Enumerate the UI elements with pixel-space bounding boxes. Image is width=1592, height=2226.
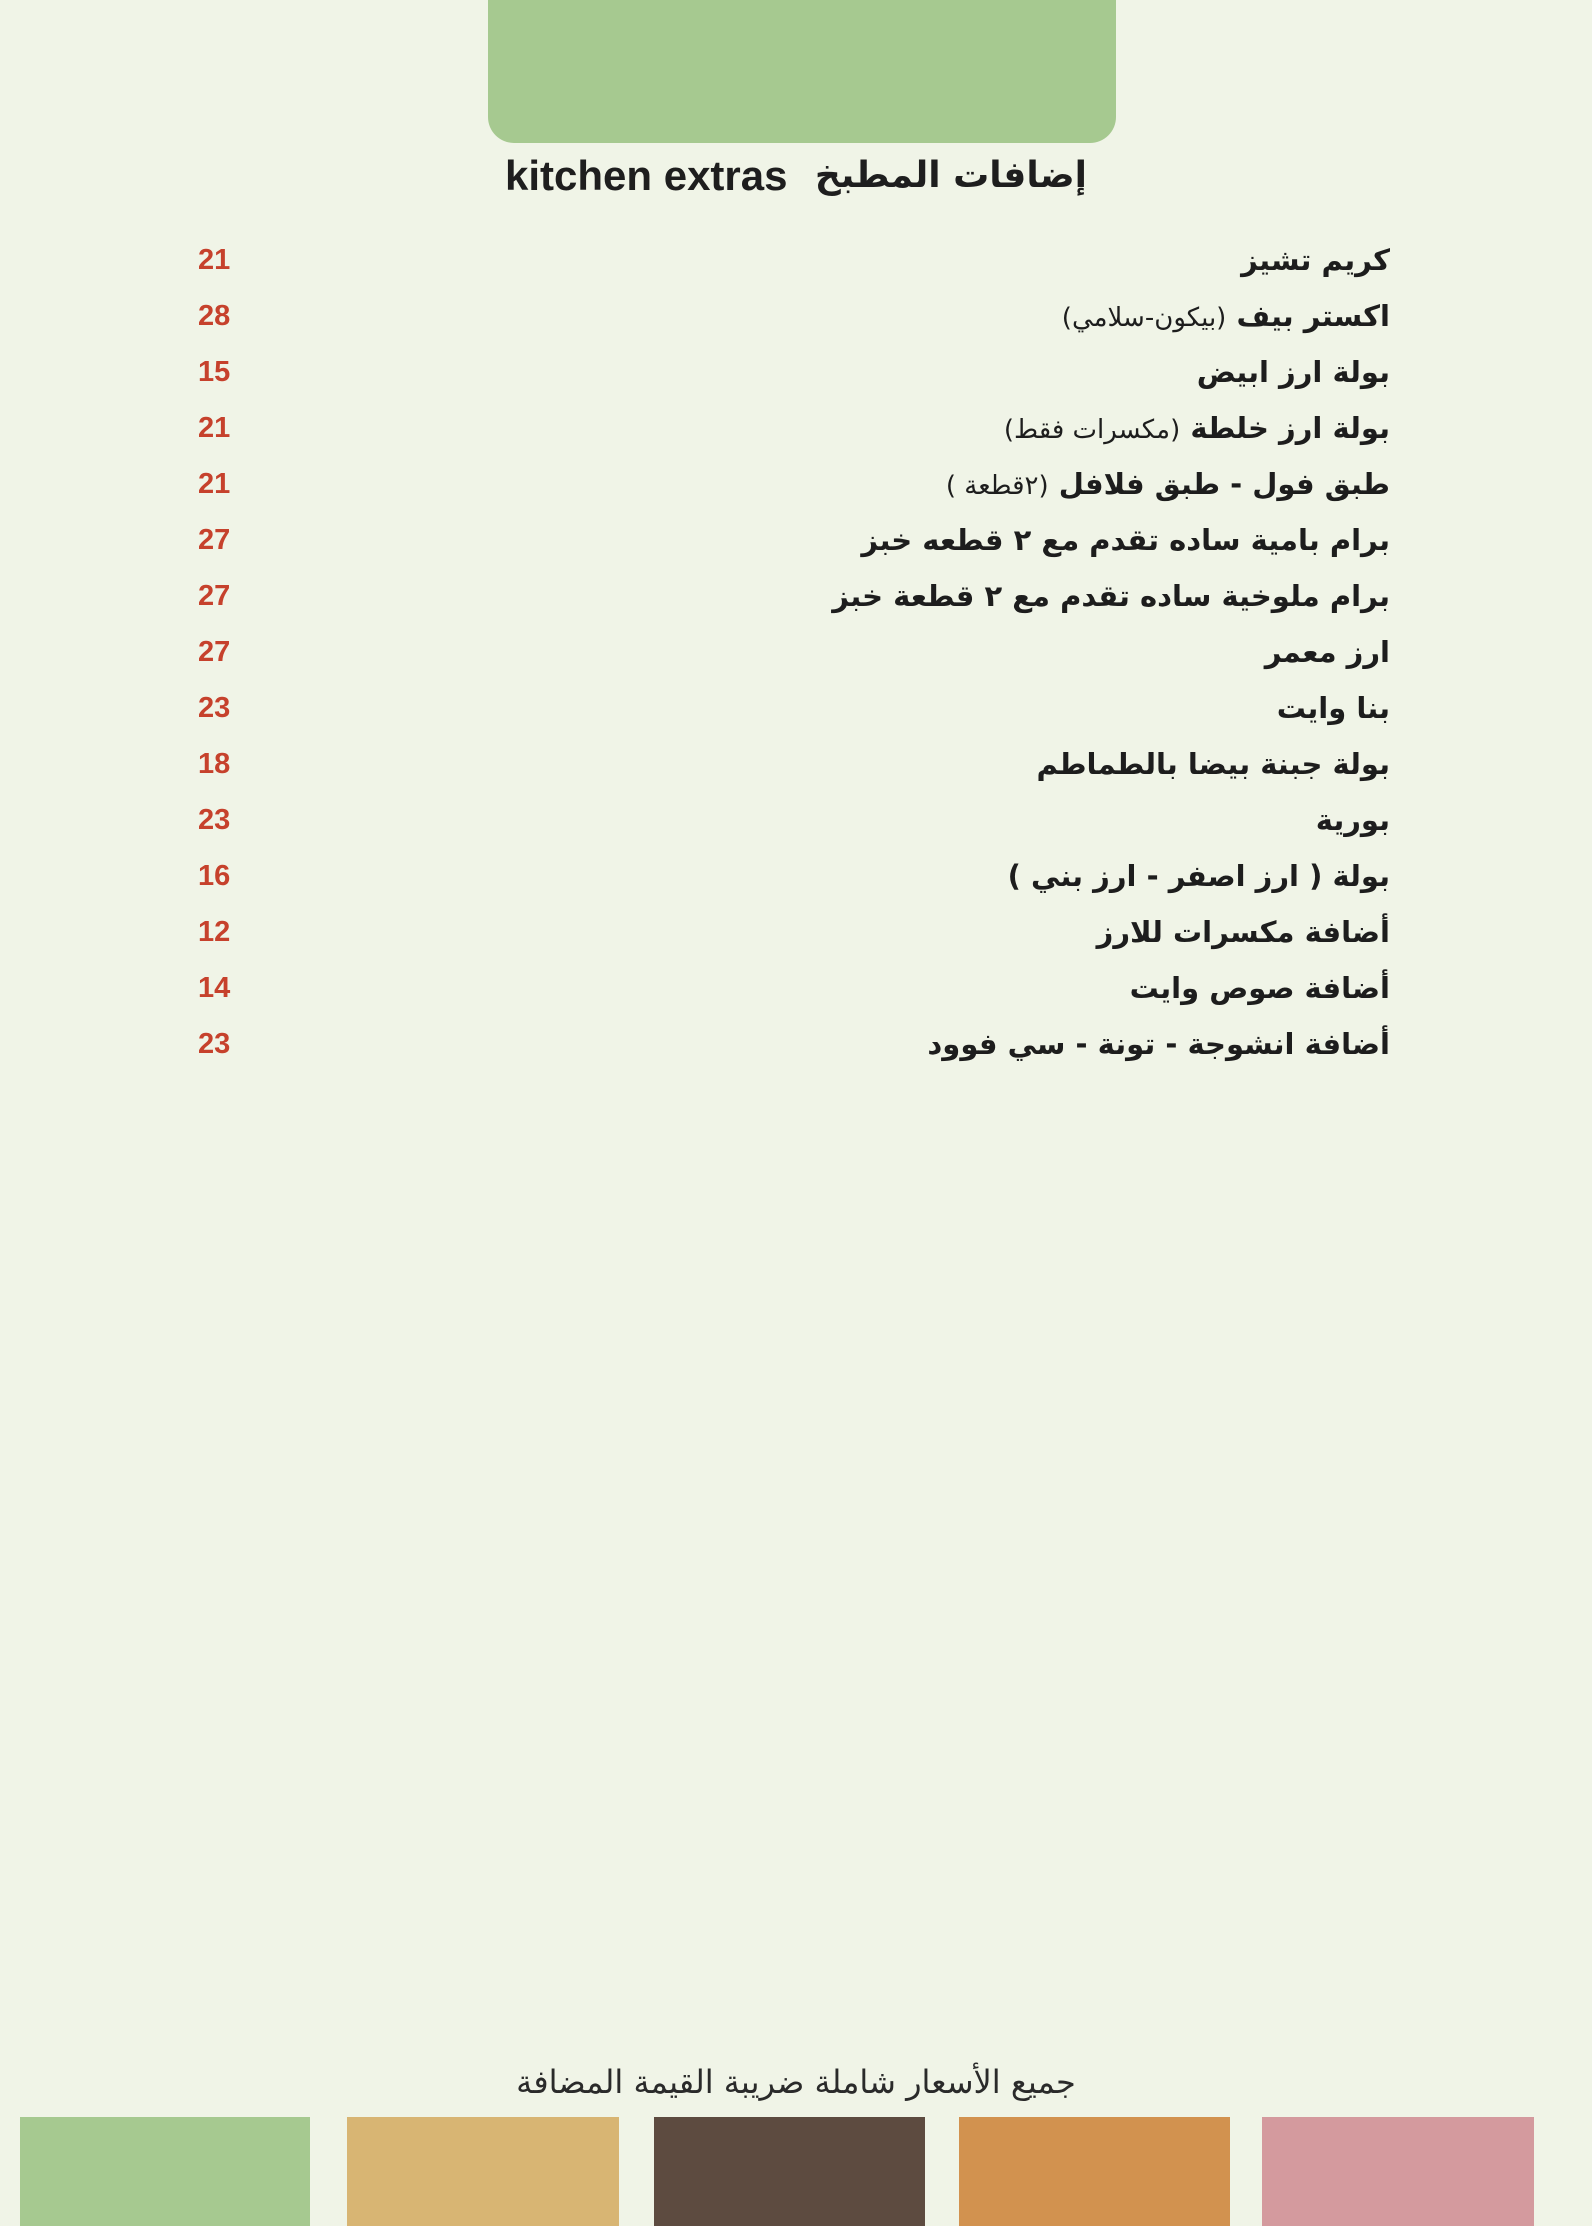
menu-list bbox=[180, 232, 1390, 1072]
menu-item-label: بولة ( ارز اصفر - ارز بني ) bbox=[1007, 859, 1390, 893]
menu-item-label: برام ملوخية ساده تقدم مع ٢ قطعة خبز bbox=[832, 579, 1390, 613]
menu-item-price: 27 bbox=[198, 524, 231, 556]
menu-item-label: كريم تشيز bbox=[1241, 243, 1390, 277]
color-swatch-tan bbox=[347, 2117, 619, 2226]
section-title-ar: إضافات المطبخ bbox=[814, 155, 1087, 196]
menu-item-name bbox=[832, 568, 1390, 624]
menu-item bbox=[180, 904, 1390, 960]
menu-item-name bbox=[1241, 232, 1390, 288]
section-title-en: kitchen extras bbox=[505, 152, 788, 199]
menu-item-name bbox=[946, 456, 1390, 512]
menu-item-name bbox=[927, 1016, 1390, 1072]
menu-item-label: بنا وايت bbox=[1276, 691, 1390, 725]
menu-item bbox=[180, 400, 1390, 456]
menu-item-note: (مكسرات فقط) bbox=[1003, 415, 1181, 445]
menu-item-note: (بيكون-سلامي) bbox=[1061, 303, 1227, 333]
menu-item bbox=[180, 344, 1390, 400]
menu-item bbox=[180, 624, 1390, 680]
menu-item-price: 21 bbox=[198, 412, 231, 444]
menu-item-name bbox=[1097, 904, 1390, 960]
menu-item-name bbox=[1197, 344, 1390, 400]
menu-item-label: برام بامية ساده تقدم مع ٢ قطعه خبز bbox=[861, 523, 1390, 557]
menu-item-price: 14 bbox=[198, 972, 231, 1004]
menu-item-name bbox=[1037, 736, 1391, 792]
menu-item-price: 27 bbox=[198, 636, 231, 668]
menu-item-label: أضافة صوص وايت bbox=[1129, 971, 1390, 1005]
menu-item-name bbox=[1265, 624, 1390, 680]
menu-item-label: ارز معمر bbox=[1264, 635, 1390, 669]
menu-item bbox=[180, 680, 1390, 736]
menu-item-price: 28 bbox=[198, 300, 231, 332]
menu-item bbox=[180, 512, 1390, 568]
color-swatch-green bbox=[20, 2117, 310, 2226]
menu-item bbox=[180, 736, 1390, 792]
menu-item-price: 27 bbox=[198, 580, 231, 612]
menu-item-name bbox=[1277, 680, 1390, 736]
menu-item bbox=[180, 568, 1390, 624]
menu-item bbox=[180, 960, 1390, 1016]
color-swatch-orange bbox=[959, 2117, 1230, 2226]
menu-item bbox=[180, 456, 1390, 512]
menu-item bbox=[180, 1016, 1390, 1072]
menu-item-price: 12 bbox=[198, 916, 231, 948]
menu-item-name bbox=[1316, 792, 1390, 848]
menu-item bbox=[180, 232, 1390, 288]
menu-item-name bbox=[1008, 848, 1390, 904]
header-tab bbox=[488, 0, 1116, 143]
menu-item-name bbox=[861, 512, 1390, 568]
menu-item-price: 23 bbox=[198, 804, 231, 836]
menu-item-price: 21 bbox=[198, 468, 231, 500]
menu-item-price: 15 bbox=[198, 356, 231, 388]
menu-item-label: طبق فول - طبق فلافل bbox=[1058, 467, 1390, 501]
menu-item-label: أضافة مكسرات للارز bbox=[1096, 915, 1390, 949]
menu-item-price: 23 bbox=[198, 1028, 231, 1060]
vat-note: جميع الأسعار شاملة ضريبة القيمة المضافة bbox=[516, 2063, 1076, 2101]
menu-item-label: بولة ارز ابيض bbox=[1196, 355, 1390, 389]
color-swatch-brown bbox=[654, 2117, 925, 2226]
menu-item-price: 16 bbox=[198, 860, 231, 892]
menu-item-name bbox=[1130, 960, 1390, 1016]
menu-item bbox=[180, 792, 1390, 848]
menu-item-label: بولة ارز خلطة bbox=[1190, 411, 1390, 445]
menu-item-note: (٢قطعة ) bbox=[945, 471, 1049, 501]
menu-item-price: 21 bbox=[198, 244, 231, 276]
color-swatch-pink bbox=[1262, 2117, 1534, 2226]
menu-item-price: 23 bbox=[198, 692, 231, 724]
menu-item-label: اكستر بيف bbox=[1236, 299, 1390, 333]
menu-item-name bbox=[1004, 400, 1390, 456]
menu-item bbox=[180, 288, 1390, 344]
menu-item-label: بورية bbox=[1315, 803, 1390, 837]
menu-item-price: 18 bbox=[198, 748, 231, 780]
menu-item-name bbox=[1062, 288, 1390, 344]
menu-item-label: أضافة انشوجة - تونة - سي فوود bbox=[927, 1027, 1390, 1061]
menu-item-label: بولة جبنة بيضا بالطماطم bbox=[1036, 747, 1390, 781]
menu-item bbox=[180, 848, 1390, 904]
